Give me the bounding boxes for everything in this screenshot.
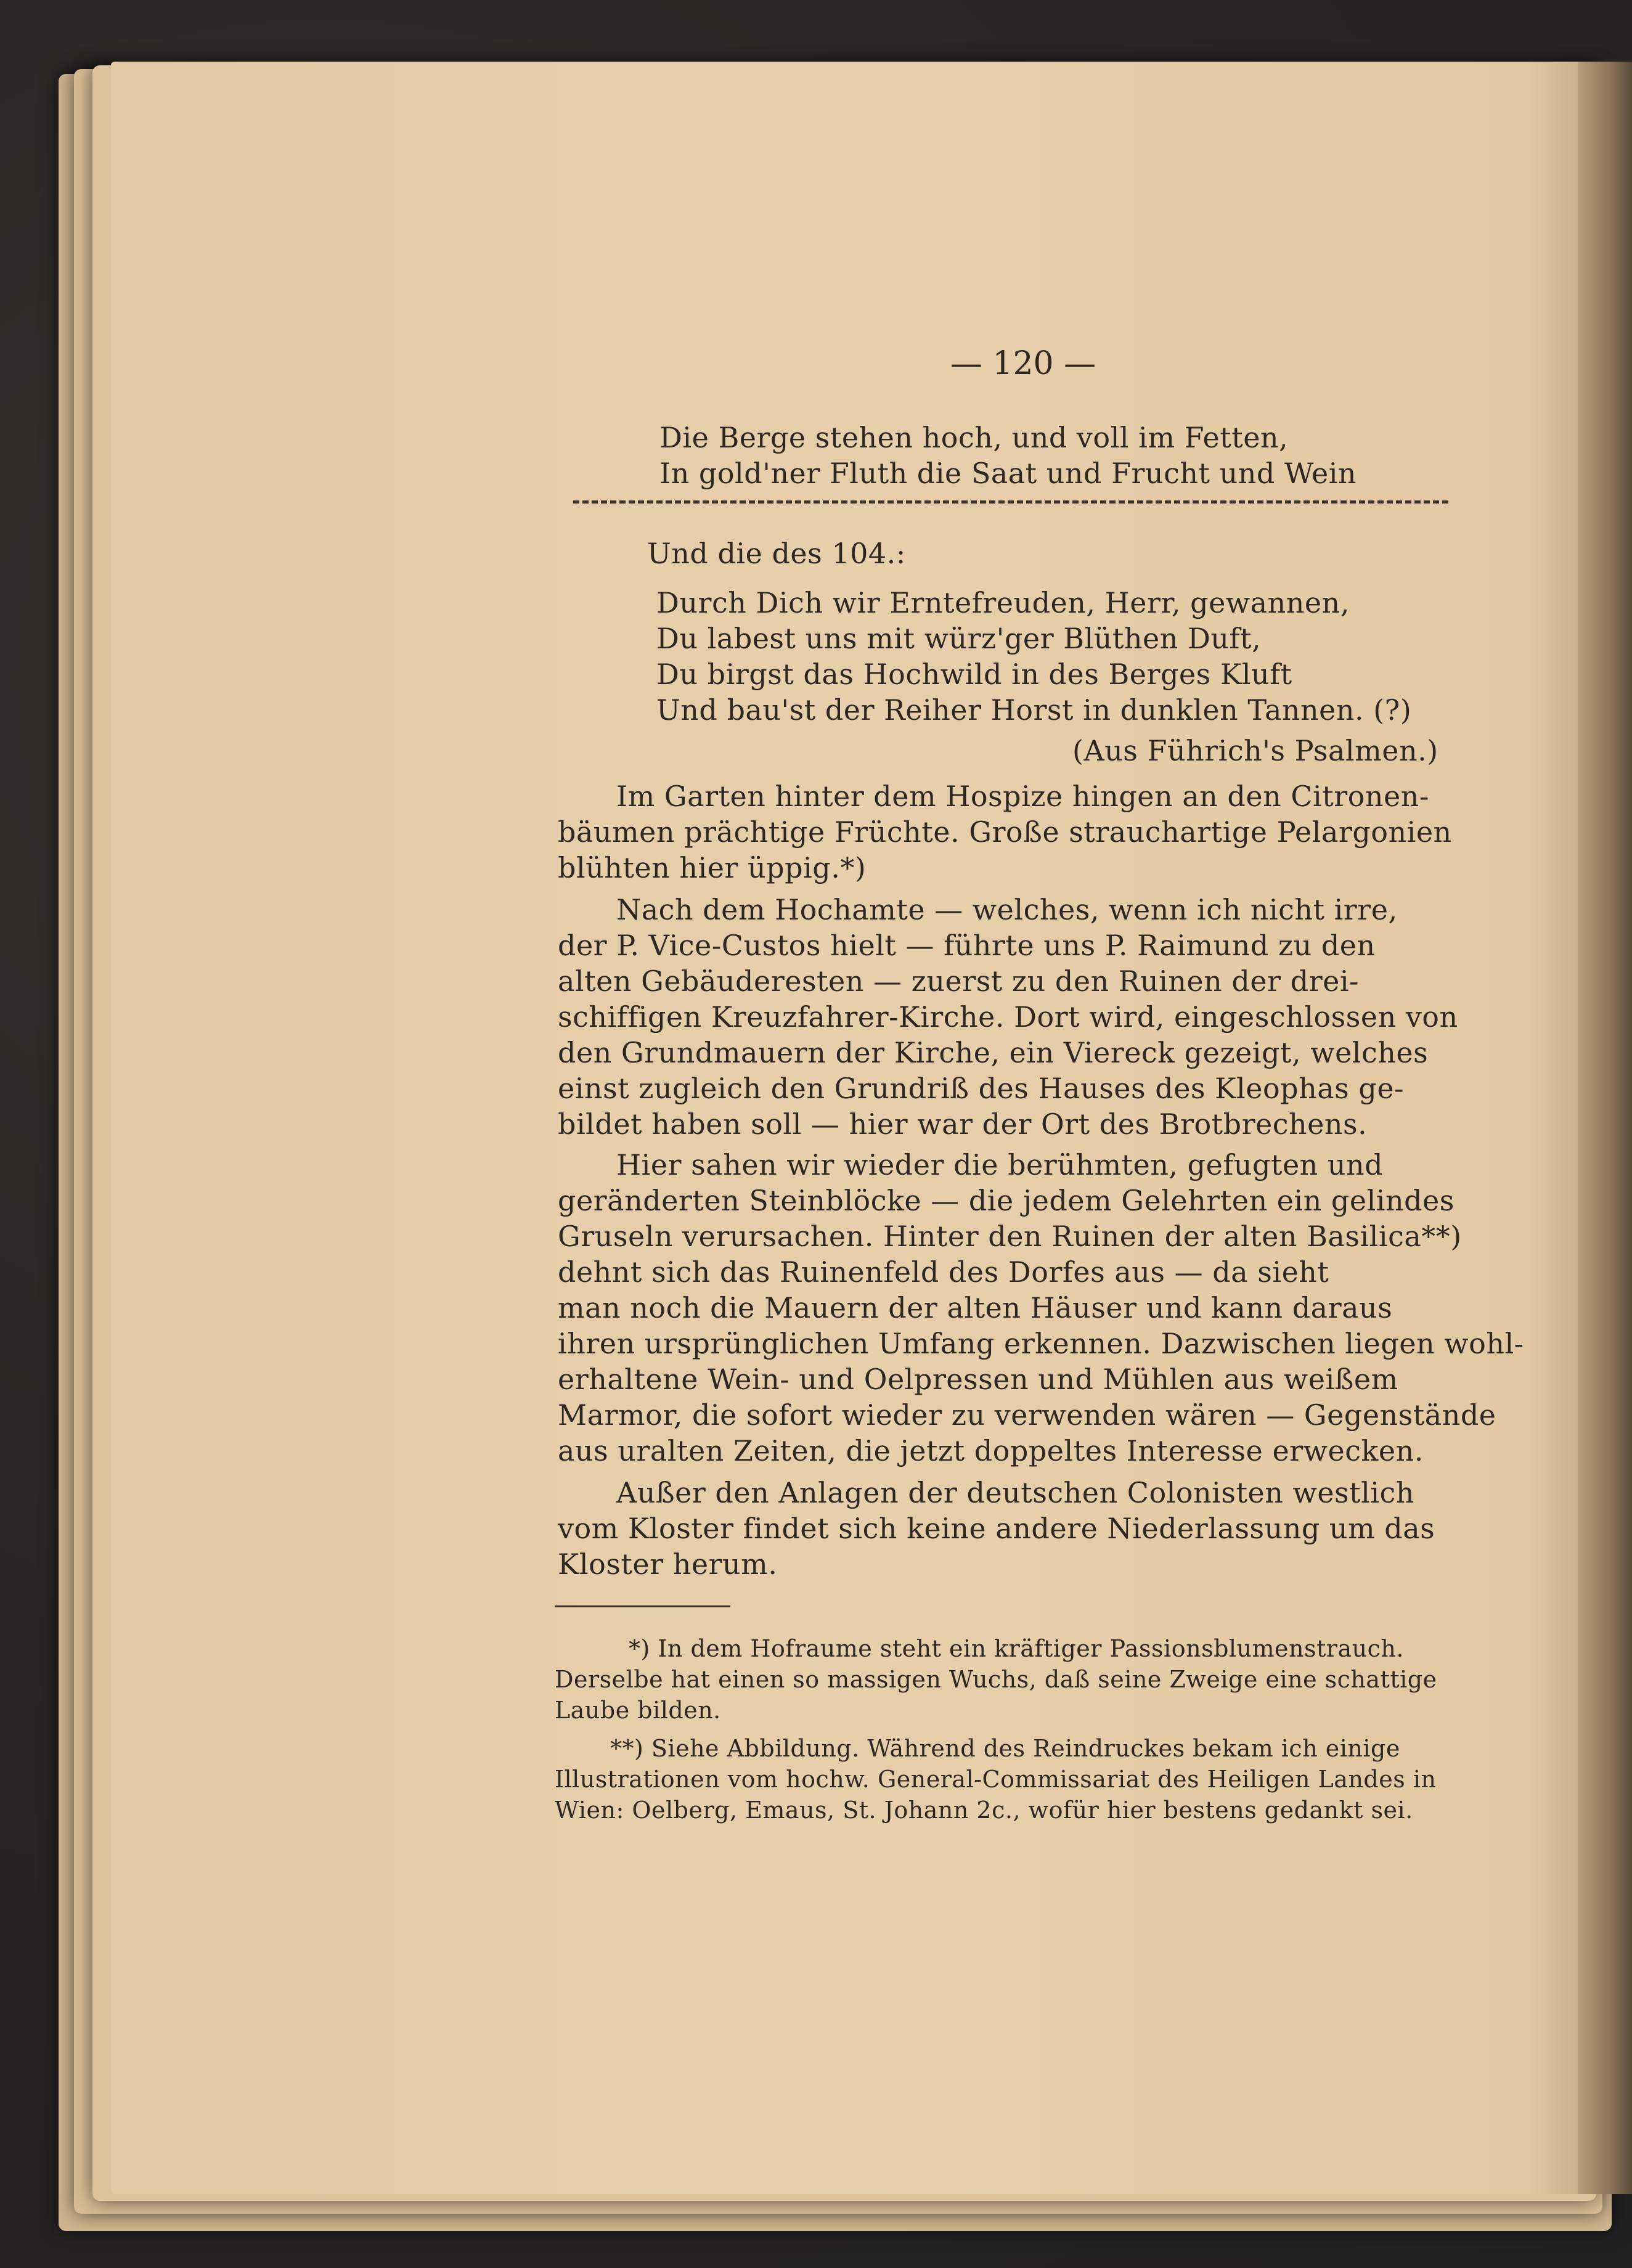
footnote-line: Laube bilden. (555, 1697, 721, 1724)
body-line: geränderten Steinblöcke — die jedem Gelehrten ein gelindes (558, 1184, 1455, 1217)
psalm-line: Du labest uns mit würz'ger Blüthen Duft, (656, 622, 1262, 655)
body-line: ihren ursprünglichen Umfang erkennen. Dazwischen liegen wohl- (558, 1327, 1524, 1360)
body-line: blühten hier üppig.*) (558, 851, 867, 884)
footnote-line: Wien: Oelberg, Emaus, St. Johann 2c., wofür hier bestens gedankt sei. (555, 1797, 1413, 1824)
psalm-line: Du birgst das Hochwild in des Berges Kluft (656, 658, 1292, 691)
body-line: aus uralten Zeiten, die jetzt doppeltes Interesse erwecken. (558, 1434, 1424, 1467)
separator-dashes (573, 500, 1448, 504)
body-line: Nach dem Hochamte — welches, wenn ich nicht irre, (616, 893, 1398, 926)
poem-line: In gold'ner Fluth die Saat und Frucht und Wein (659, 457, 1357, 490)
body-line: dehnt sich das Ruinenfeld des Dorfes aus — da sieht (558, 1255, 1329, 1289)
body-line: man noch die Mauern der alten Häuser und kann daraus (558, 1291, 1393, 1324)
psalm-source: (Aus Führich's Psalmen.) (1072, 734, 1438, 767)
book-gutter (1578, 62, 1632, 2194)
poem-line: Die Berge stehen hoch, und voll im Fetten, (659, 421, 1289, 454)
body-line: der P. Vice-Custos hielt — führte uns P. Raimund zu den (558, 929, 1376, 962)
footnote-line: Derselbe hat einen so massigen Wuchs, daß seine Zweige eine schattige (555, 1666, 1437, 1693)
body-line: schiffigen Kreuzfahrer-Kirche. Dort wird, eingeschlossen von (558, 1000, 1458, 1034)
footnote-line: **) Siehe Abbildung. Während des Reindruckes bekam ich einige (610, 1735, 1400, 1762)
body-line: Gruseln verursachen. Hinter den Ruinen der alten Basilica**) (558, 1220, 1462, 1253)
body-line: bäumen prächtige Früchte. Große strauchartige Pelargonien (558, 815, 1452, 849)
body-line: Im Garten hinter dem Hospize hingen an den Citronen- (616, 780, 1429, 813)
body-line: den Grundmauern der Kirche, ein Viereck gezeigt, welches (558, 1036, 1429, 1069)
body-line: Kloster herum. (558, 1548, 778, 1581)
intro-line: Und die des 104.: (647, 537, 906, 570)
body-line: Hier sahen wir wieder die berühmten, gefugten und (616, 1148, 1384, 1181)
body-line: bildet haben soll — hier war der Ort des Brotbrechens. (558, 1107, 1368, 1141)
footnote-rule (555, 1605, 730, 1607)
page-number: — 120 — (950, 345, 1096, 382)
footnote-line: Illustrationen vom hochw. General-Commissariat des Heiligen Landes in (555, 1766, 1437, 1793)
body-line: alten Gebäuderesten — zuerst zu den Ruinen der drei- (558, 965, 1360, 998)
body-line: vom Kloster findet sich keine andere Niederlassung um das (558, 1512, 1435, 1545)
body-line: Außer den Anlagen der deutschen Colonisten westlich (616, 1476, 1414, 1509)
psalm-line: Durch Dich wir Erntefreuden, Herr, gewannen, (656, 586, 1350, 619)
psalm-line: Und bau'st der Reiher Horst in dunklen Tannen. (?) (656, 693, 1412, 727)
footnote-line: *) In dem Hofraume steht ein kräftiger Passionsblumenstrauch. (629, 1635, 1404, 1662)
body-line: Marmor, die sofort wieder zu verwenden wären — Gegenstände (558, 1398, 1496, 1432)
body-line: erhaltene Wein- und Oelpressen und Mühlen aus weißem (558, 1363, 1398, 1396)
body-line: einst zugleich den Grundriß des Hauses des Kleophas ge- (558, 1072, 1405, 1105)
